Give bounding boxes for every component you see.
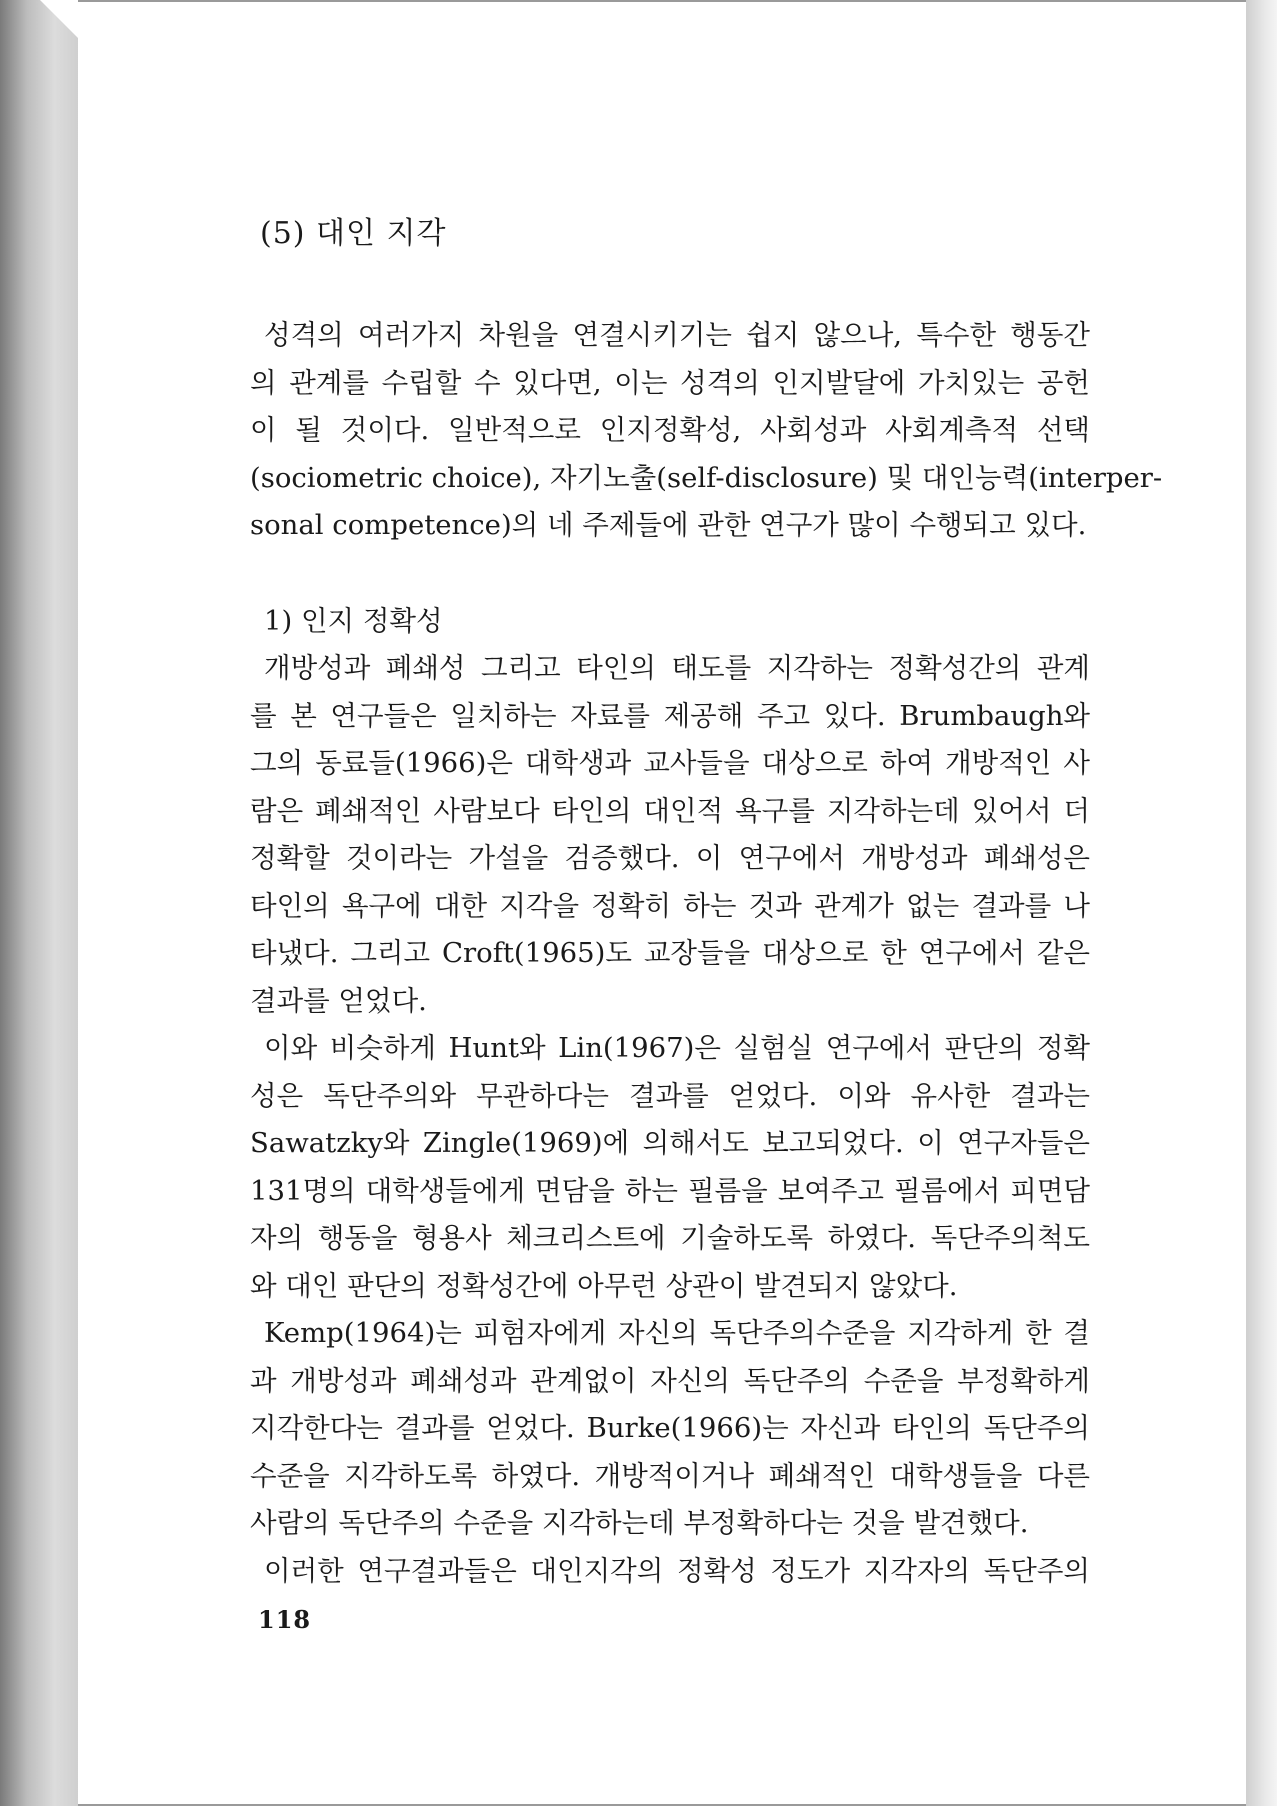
text-line: 자의 행동을 형용사 체크리스트에 기술하도록 하였다. 독단주의척도 [250,1222,1090,1254]
text-line: 개방성과 폐쇄성 그리고 타인의 태도를 지각하는 정확성간의 관계 [264,652,1090,684]
text-line: 타냈다. 그리고 Croft(1965)도 교장들을 대상으로 한 연구에서 같은 [250,937,1090,969]
text-line: 과 개방성과 폐쇄성과 관계없이 자신의 독단주의 수준을 부정확하게 [250,1364,1090,1397]
body-paragraph [250,1548,1090,1596]
text-line: 타인의 욕구에 대한 지각을 정확히 하는 것과 관계가 없는 결과를 나 [250,889,1090,922]
text-line: Kemp(1964)는 피험자에게 자신의 독단주의수준을 지각하게 한 결 [264,1317,1090,1349]
text-line: sonal competence)의 네 주제들에 관한 연구가 많이 수행되고 있다. [250,509,1087,541]
body-paragraph [250,645,1090,1025]
body-paragraph [250,1025,1090,1310]
text-line: 람은 폐쇄적인 사람보다 타인의 대인적 욕구를 지각하는데 있어서 더 [250,794,1090,827]
text-line: 성격의 여러가지 차원을 연결시키기는 쉽지 않으나, 특수한 행동간 [264,319,1090,351]
text-line: 이 될 것이다. 일반적으로 인지정확성, 사회성과 사회계측적 선택 [250,414,1090,446]
body-paragraphs [250,645,1090,1595]
text-line: 를 본 연구들은 일치하는 자료를 제공해 주고 있다. Brumbaugh와 [250,699,1090,732]
page-content [250,212,1163,1595]
text-line: 지각한다는 결과를 얻었다. Burke(1966)는 자신과 타인의 독단주의 [250,1412,1090,1444]
page-number: 118 [258,1605,312,1634]
text-line: 결과를 얻었다. [250,984,427,1017]
text-line: 와 대인 판단의 정확성간에 아무런 상관이 발견되지 않았다. [250,1269,958,1302]
text-line: 수준을 지각하도록 하였다. 개방적이거나 폐쇄적인 대학생들을 다른 [250,1459,1090,1492]
text-line: 의 관계를 수립할 수 있다면, 이는 성격의 인지발달에 가치있는 공헌 [250,366,1090,399]
subsection-heading: 1) 인지 정확성 [264,604,443,637]
page-edge-shadow [1246,0,1277,1806]
text-line: 이와 비슷하게 Hunt와 Lin(1967)은 실험실 연구에서 판단의 정확 [264,1032,1090,1064]
text-line: 정확할 것이라는 가설을 검증했다. 이 연구에서 개방성과 폐쇄성은 [250,842,1090,874]
text-line: Sawatzky와 Zingle(1969)에 의해서도 보고되었다. 이 연구자들은 [250,1127,1090,1159]
text-line: 그의 동료들(1966)은 대학생과 교사들을 대상으로 하여 개방적인 사 [250,747,1090,779]
body-paragraph [250,1310,1090,1548]
text-line: 사람의 독단주의 수준을 지각하는데 부정확하다는 것을 발견했다. [250,1507,1029,1539]
text-line: 성은 독단주의와 무관하다는 결과를 얻었다. 이와 유사한 결과는 [250,1079,1090,1112]
text-line: 131명의 대학생들에게 면담을 하는 필름을 보여주고 필름에서 피면담 [250,1174,1090,1207]
intro-paragraph [250,312,1163,550]
book-spine-edge [0,0,78,1806]
text-line: (sociometric choice), 자기노출(self-disclosure) 및 대인능력(interper- [250,461,1163,494]
text-line: 이러한 연구결과들은 대인지각의 정확성 정도가 지각자의 독단주의 [264,1554,1090,1587]
section-heading: (5) 대인 지각 [260,216,447,251]
